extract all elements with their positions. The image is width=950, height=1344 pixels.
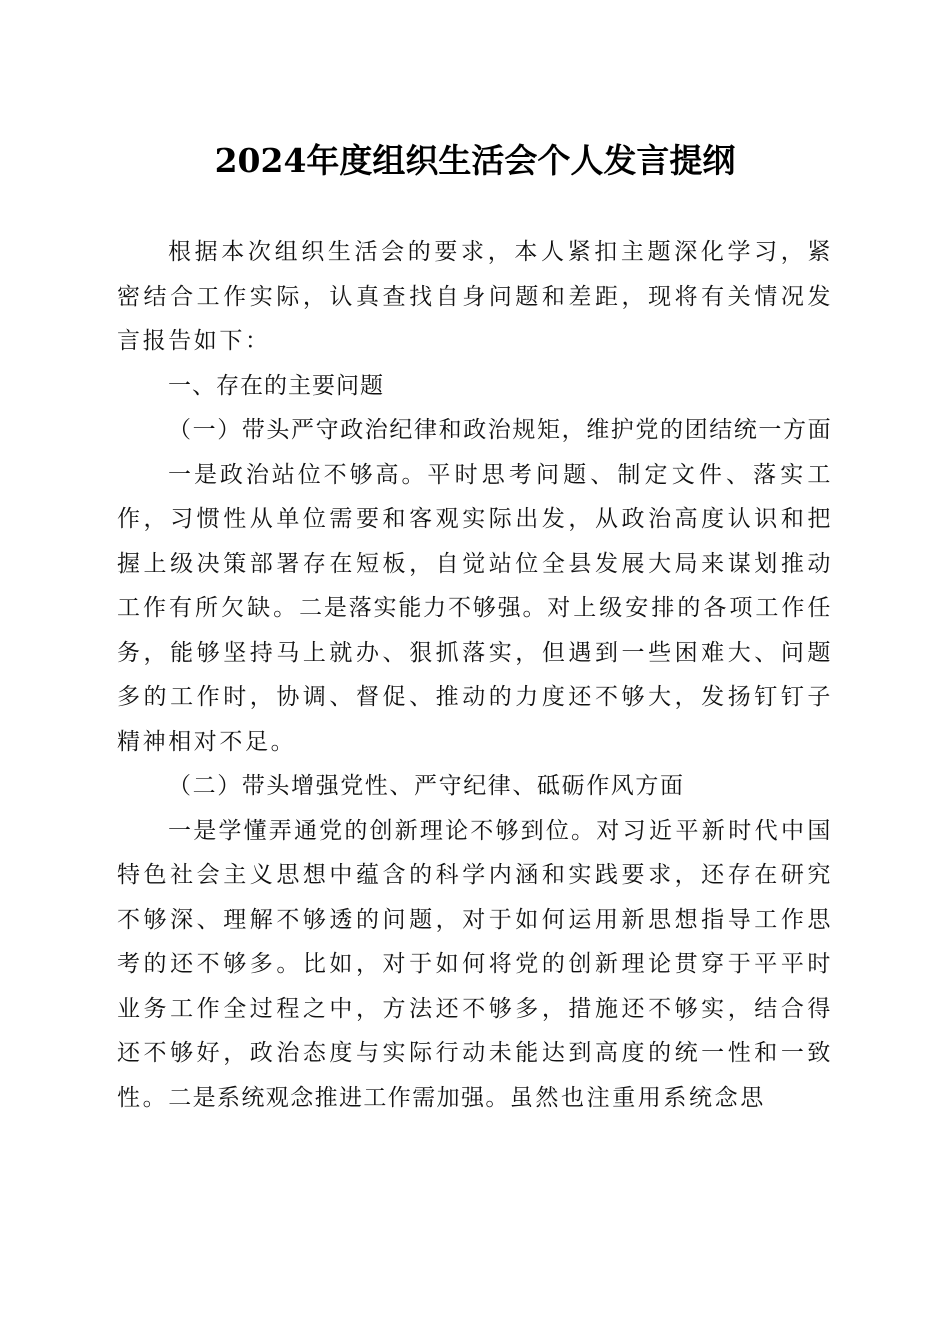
paragraph-text: 平时思考问题、制定文件、落实工作，习惯性从单位需要和客观实际出发，从政治高度认识和把握上级决策部署存在短板，自觉站位全县发展大局来谋划推动工作有所欠缺。 [117, 461, 834, 621]
paragraph-text: 对上级安排的各项工作任务，能够坚持马上就办、狠抓落实，但遇到一些困难大、问题多的工作时，协调、督促、推动的力度还不够大，发扬钉钉子精神相对不足。 [117, 595, 834, 755]
subsection1-paragraph [117, 453, 833, 765]
paragraph-lead-phrase: 一是政治站位不够高。 [168, 461, 428, 488]
document-body [117, 230, 833, 1120]
subsection2-paragraph [117, 809, 833, 1121]
intro-paragraph: 根据本次组织生活会的要求，本人紧扣主题深化学习，紧密结合工作实际，认真查找自身问题和差距，现将有关情况发言报告如下： [117, 239, 833, 354]
document-title: 2024年度组织生活会个人发言提纲 [214, 141, 736, 180]
paragraph-lead-phrase: 二是落实能力不够强。 [299, 595, 548, 621]
paragraph-text: 虽然也注重用系统念思 [509, 1084, 766, 1111]
paragraph-text: 对习近平新时代中国特色社会主义思想中蕴含的科学内涵和实践要求，还存在研究不够深、理解不够透的问题，对于如何运用新思想指导工作思考的还不够多。比如，对于如何将党的创新理论贯穿于平平时业务工作全过程之中，方法还不够多，措施还不够实，结合得还不够好，政治态度与实际行动未能达到高度的统一性和一致性。 [117, 817, 833, 1111]
section-heading-problems: 一、存在的主要问题 [168, 372, 384, 399]
paragraph-lead-phrase: 一是学懂弄通党的创新理论不够到位。 [168, 817, 597, 844]
paragraph-lead-phrase: 二是系统观念推进工作需加强。 [168, 1084, 510, 1111]
subsection-heading-political-discipline: （一）带头严守政治纪律和政治规矩，维护党的团结统一方面 [168, 417, 833, 443]
subsection-heading-party-spirit: （二）带头增强党性、严守纪律、砥砺作风方面 [168, 773, 685, 799]
